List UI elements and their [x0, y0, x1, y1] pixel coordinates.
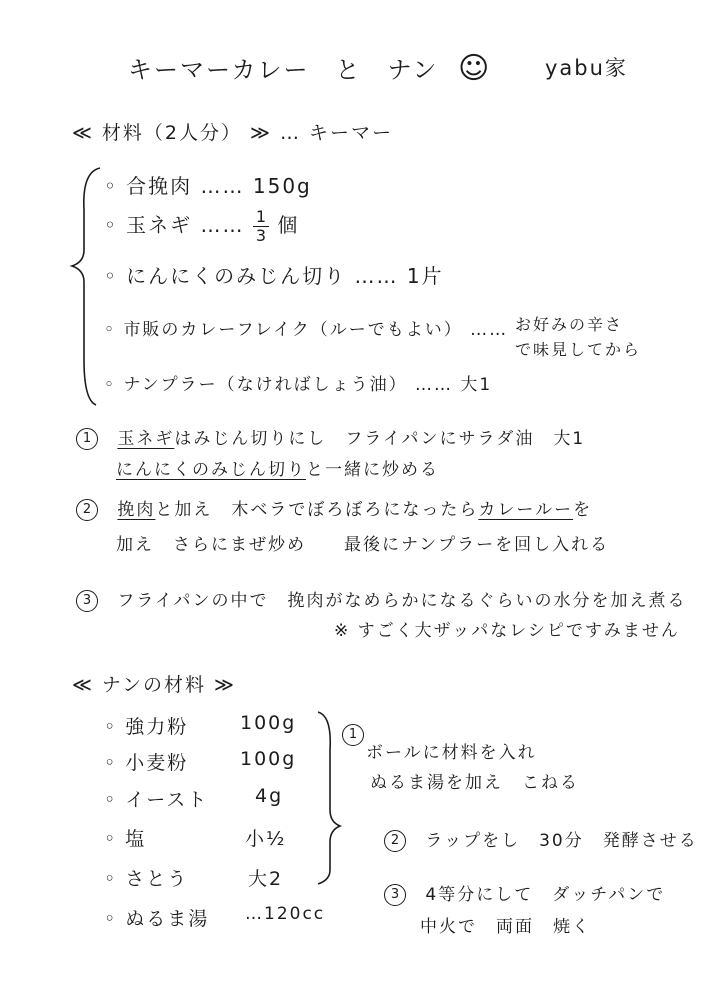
- naan-ingredient-3: ◦ イースト: [104, 789, 209, 811]
- keema-ingredient-3: ◦ にんにくのみじん切り …… 1片: [104, 264, 444, 288]
- ingredient-name: 市販のカレーフレイク（ルーでもよい）: [123, 320, 463, 340]
- naan-ingredient-1: ◦ 強力粉: [104, 716, 189, 738]
- step-underlined-term: カレールー: [478, 500, 574, 520]
- recipe-title: [128, 50, 491, 86]
- title-text: キーマーカレー と ナン: [128, 56, 439, 84]
- naan-ingredient-6-qty: …120cc: [245, 904, 326, 924]
- keema-step-2: [76, 495, 592, 521]
- step-number: 3: [76, 590, 98, 612]
- ingredient-qty: 150g: [252, 174, 312, 198]
- ingredient-dots: ……: [200, 174, 245, 198]
- naan-step-1: ボールに材料を入れ: [366, 743, 537, 763]
- step-text: はみじん切りにし フライパンにサラダ油 大1: [174, 429, 586, 449]
- ingredient-name: 玉ネギ: [126, 213, 193, 237]
- step-underlined-term: 挽肉: [117, 500, 156, 520]
- keema-step-1: [76, 424, 585, 450]
- ingredient-name: にんにくのみじん切り: [126, 264, 347, 288]
- author-name: yabu家: [545, 56, 628, 80]
- ingredient-dots: ……: [415, 375, 453, 395]
- step-number: 2: [384, 830, 406, 852]
- naan-ingredient-1-qty: 100g: [240, 712, 297, 734]
- step-underlined-term: 玉ネギ: [117, 429, 175, 449]
- naan-ingredients-brace: [318, 712, 340, 884]
- naan-ingredient-4-qty: 小½: [245, 828, 287, 850]
- fraction-denominator: 3: [255, 226, 267, 245]
- step-text: フライパンの中で 挽肉がなめらかになるぐらいの水分を加え煮る: [117, 591, 687, 611]
- step-number: 3: [384, 884, 406, 906]
- naan-ingredient-5: ◦ さとう: [104, 868, 189, 890]
- ingredient-dots: ……: [200, 213, 245, 237]
- step-text: と一緒に炒める: [306, 460, 439, 480]
- ingredient-qty: 大1: [460, 375, 493, 395]
- ingredient-name: ナンプラー（なければしょう油）: [123, 375, 408, 395]
- ingredient-name: 小麦粉: [125, 752, 189, 774]
- ingredient-unit: 個: [277, 213, 300, 237]
- step-number: 2: [76, 499, 98, 521]
- naan-step-3-line2: 中火で 両面 焼く: [420, 917, 591, 937]
- fraction-numerator: 1: [253, 208, 269, 227]
- keema-step-3: [76, 586, 687, 612]
- step-text: と加え 木ベラでぼろぼろになったら: [155, 500, 479, 520]
- step-underlined-term: にんにくのみじん切り: [116, 460, 306, 480]
- step-number: 1: [342, 724, 364, 746]
- keema-ingredient-5: ◦ ナンプラー（なければしょう油） …… 大1: [104, 375, 493, 395]
- ingredient-qty: 1片: [406, 264, 444, 288]
- keema-step-1-line2: [116, 455, 439, 480]
- ingredient-name: さとう: [125, 868, 189, 890]
- ingredient-dots: ……: [470, 320, 509, 340]
- ingredient-qty-fraction: [253, 208, 269, 245]
- keema-note: ※ すごく大ザッパなレシピですみません: [334, 621, 680, 641]
- keema-ingredient-1: ◦ 合挽肉 …… 150g: [104, 174, 312, 198]
- keema-ingredient-4-note: で味見してから: [515, 340, 642, 359]
- naan-ingredient-2: ◦ 小麦粉: [104, 752, 189, 774]
- ingredient-name: 合挽肉: [126, 174, 193, 198]
- keema-ingredient-4-qty: お好みの辛さ: [515, 315, 624, 334]
- smile-icon: ☺: [457, 51, 492, 86]
- naan-ingredient-5-qty: 大2: [248, 868, 284, 890]
- ingredient-name: 強力粉: [125, 716, 189, 738]
- naan-ingredient-2-qty: 100g: [240, 748, 297, 770]
- naan-ingredient-6: ◦ ぬるま湯: [104, 908, 210, 930]
- keema-step-2-line2: 加え さらにまぜ炒め 最後にナンプラーを回し入れる: [116, 535, 610, 555]
- step-text: ラップをし 30分 発酵させる: [425, 831, 698, 851]
- keema-ingredients-brace: [72, 168, 100, 405]
- naan-step-2: [384, 826, 698, 852]
- naan-step-3: [384, 880, 665, 906]
- keema-ingredient-2: ◦ 玉ネギ …… $\frac{1}{3}$ 個: [104, 207, 300, 245]
- ingredient-name: 塩: [125, 828, 147, 850]
- naan-step-1-line2: ぬるま湯を加え こねる: [370, 773, 579, 793]
- naan-heading: ≪ ナンの材料 ≫: [72, 674, 236, 696]
- step-text: を: [573, 500, 593, 520]
- naan-ingredient-3-qty: 4g: [255, 785, 284, 807]
- ingredient-name: イースト: [125, 789, 209, 811]
- naan-ingredient-4: ◦ 塩: [104, 828, 147, 850]
- ingredient-name: ぬるま湯: [125, 908, 210, 930]
- step-text: 4等分にして ダッチパンで: [425, 885, 666, 905]
- ingredient-dots: ……: [354, 264, 399, 288]
- keema-heading: ≪ 材料（2人分） ≫ … キーマー: [72, 122, 394, 144]
- step-number: 1: [76, 428, 98, 450]
- keema-ingredient-4: ◦ 市販のカレーフレイク（ルーでもよい） ……: [104, 320, 509, 340]
